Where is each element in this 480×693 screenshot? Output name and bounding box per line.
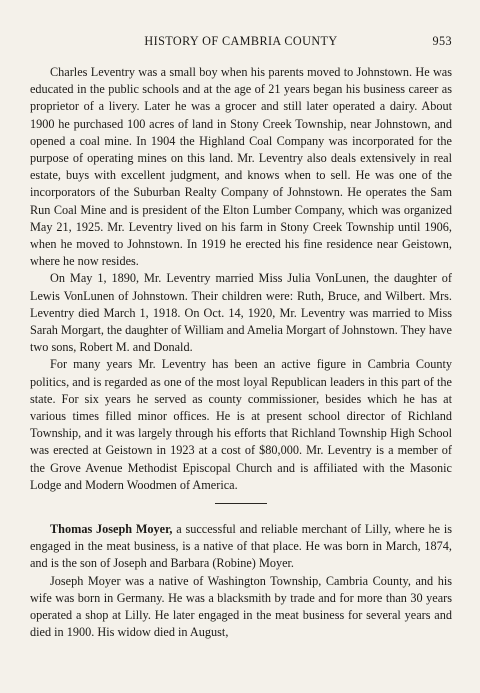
paragraph-moyer-parents: Joseph Moyer was a native of Washington Township, Cambria County, and his wife was born in Germany. He was a blacksmith by trade and for more than 30 years operated a shop at Lilly. He later engaged in the meat business for several years and died in 1900. His widow died in August, <box>30 573 452 640</box>
running-title: HISTORY OF CAMBRIA COUNTY <box>144 34 338 48</box>
page-number: 953 <box>432 34 452 48</box>
biography-name: Thomas Joseph Moyer, <box>50 522 173 537</box>
paragraph-moyer-intro-text: a successful and reliable merchant of Lilly, where he is engaged in the meat business, is a native of that place. He was born in March, 1874, and is the son of Joseph and Barbara (Robine) Moyer. <box>30 522 453 571</box>
paragraph-leventry-career: Charles Leventry was a small boy when his parents moved to Johnstown. He was educated in the public schools and at the age of 21 years began his business career as proprietor of a livery. Later he was a grocer and still later operated a dairy. About 1900 he purchased 100 acres of land in Stony Creek Township, near Johnstown, and opened a coal mine. In 1904 the Highland Coal Company was incorporated for the purpose of operating mines on this land. Mr. Leventry also deals extensively in real estate, buys with excellent judgment, and knows when to sell. He was one of the incorporators of the Suburban Realty Company of Johnstown. He operates the Sam Run Coal Mine and is president of the Elton Lumber Company, which was organized May 21, 1925. Mr. Leventry lived on his farm in Stony Creek Township until 1906, when he moved to Johnstown. In 1919 he erected his fine residence near Geistown, where he now resides. <box>30 65 452 269</box>
page-body <box>30 64 452 642</box>
paragraph-moyer-intro <box>30 521 452 573</box>
paragraph-leventry-family: On May 1, 1890, Mr. Leventry married Miss Julia VonLunen, the daughter of Lewis VonLunen of Johnstown. Their children were: Ruth, Bruce, and Wilbert. Mrs. Leventry died March 1, 1918. On Oct. 14, 1920, Mr. Leventry was married to Miss Sarah Morgart, the daughter of William and Amelia Morgart of Johnstown. They have two sons, Robert M. and Donald. <box>30 271 452 355</box>
section-divider <box>215 503 267 504</box>
page-header <box>30 34 452 50</box>
paragraph-leventry-politics: For many years Mr. Leventry has been an active figure in Cambria County politics, and is regarded as one of the most loyal Republican leaders in this part of the state. For six years he served as county commissioner, besides which he has at various times filled minor offices. He is at present school director of Richland Township, and it was largely through his efforts that Richland Township High School was erected at Geistown in 1923 at a cost of $80,000. Mr. Leventry is a member of the Grove Avenue Methodist Episcopal Church and is affiliated with the Masonic Lodge and Modern Woodmen of America. <box>30 357 452 492</box>
